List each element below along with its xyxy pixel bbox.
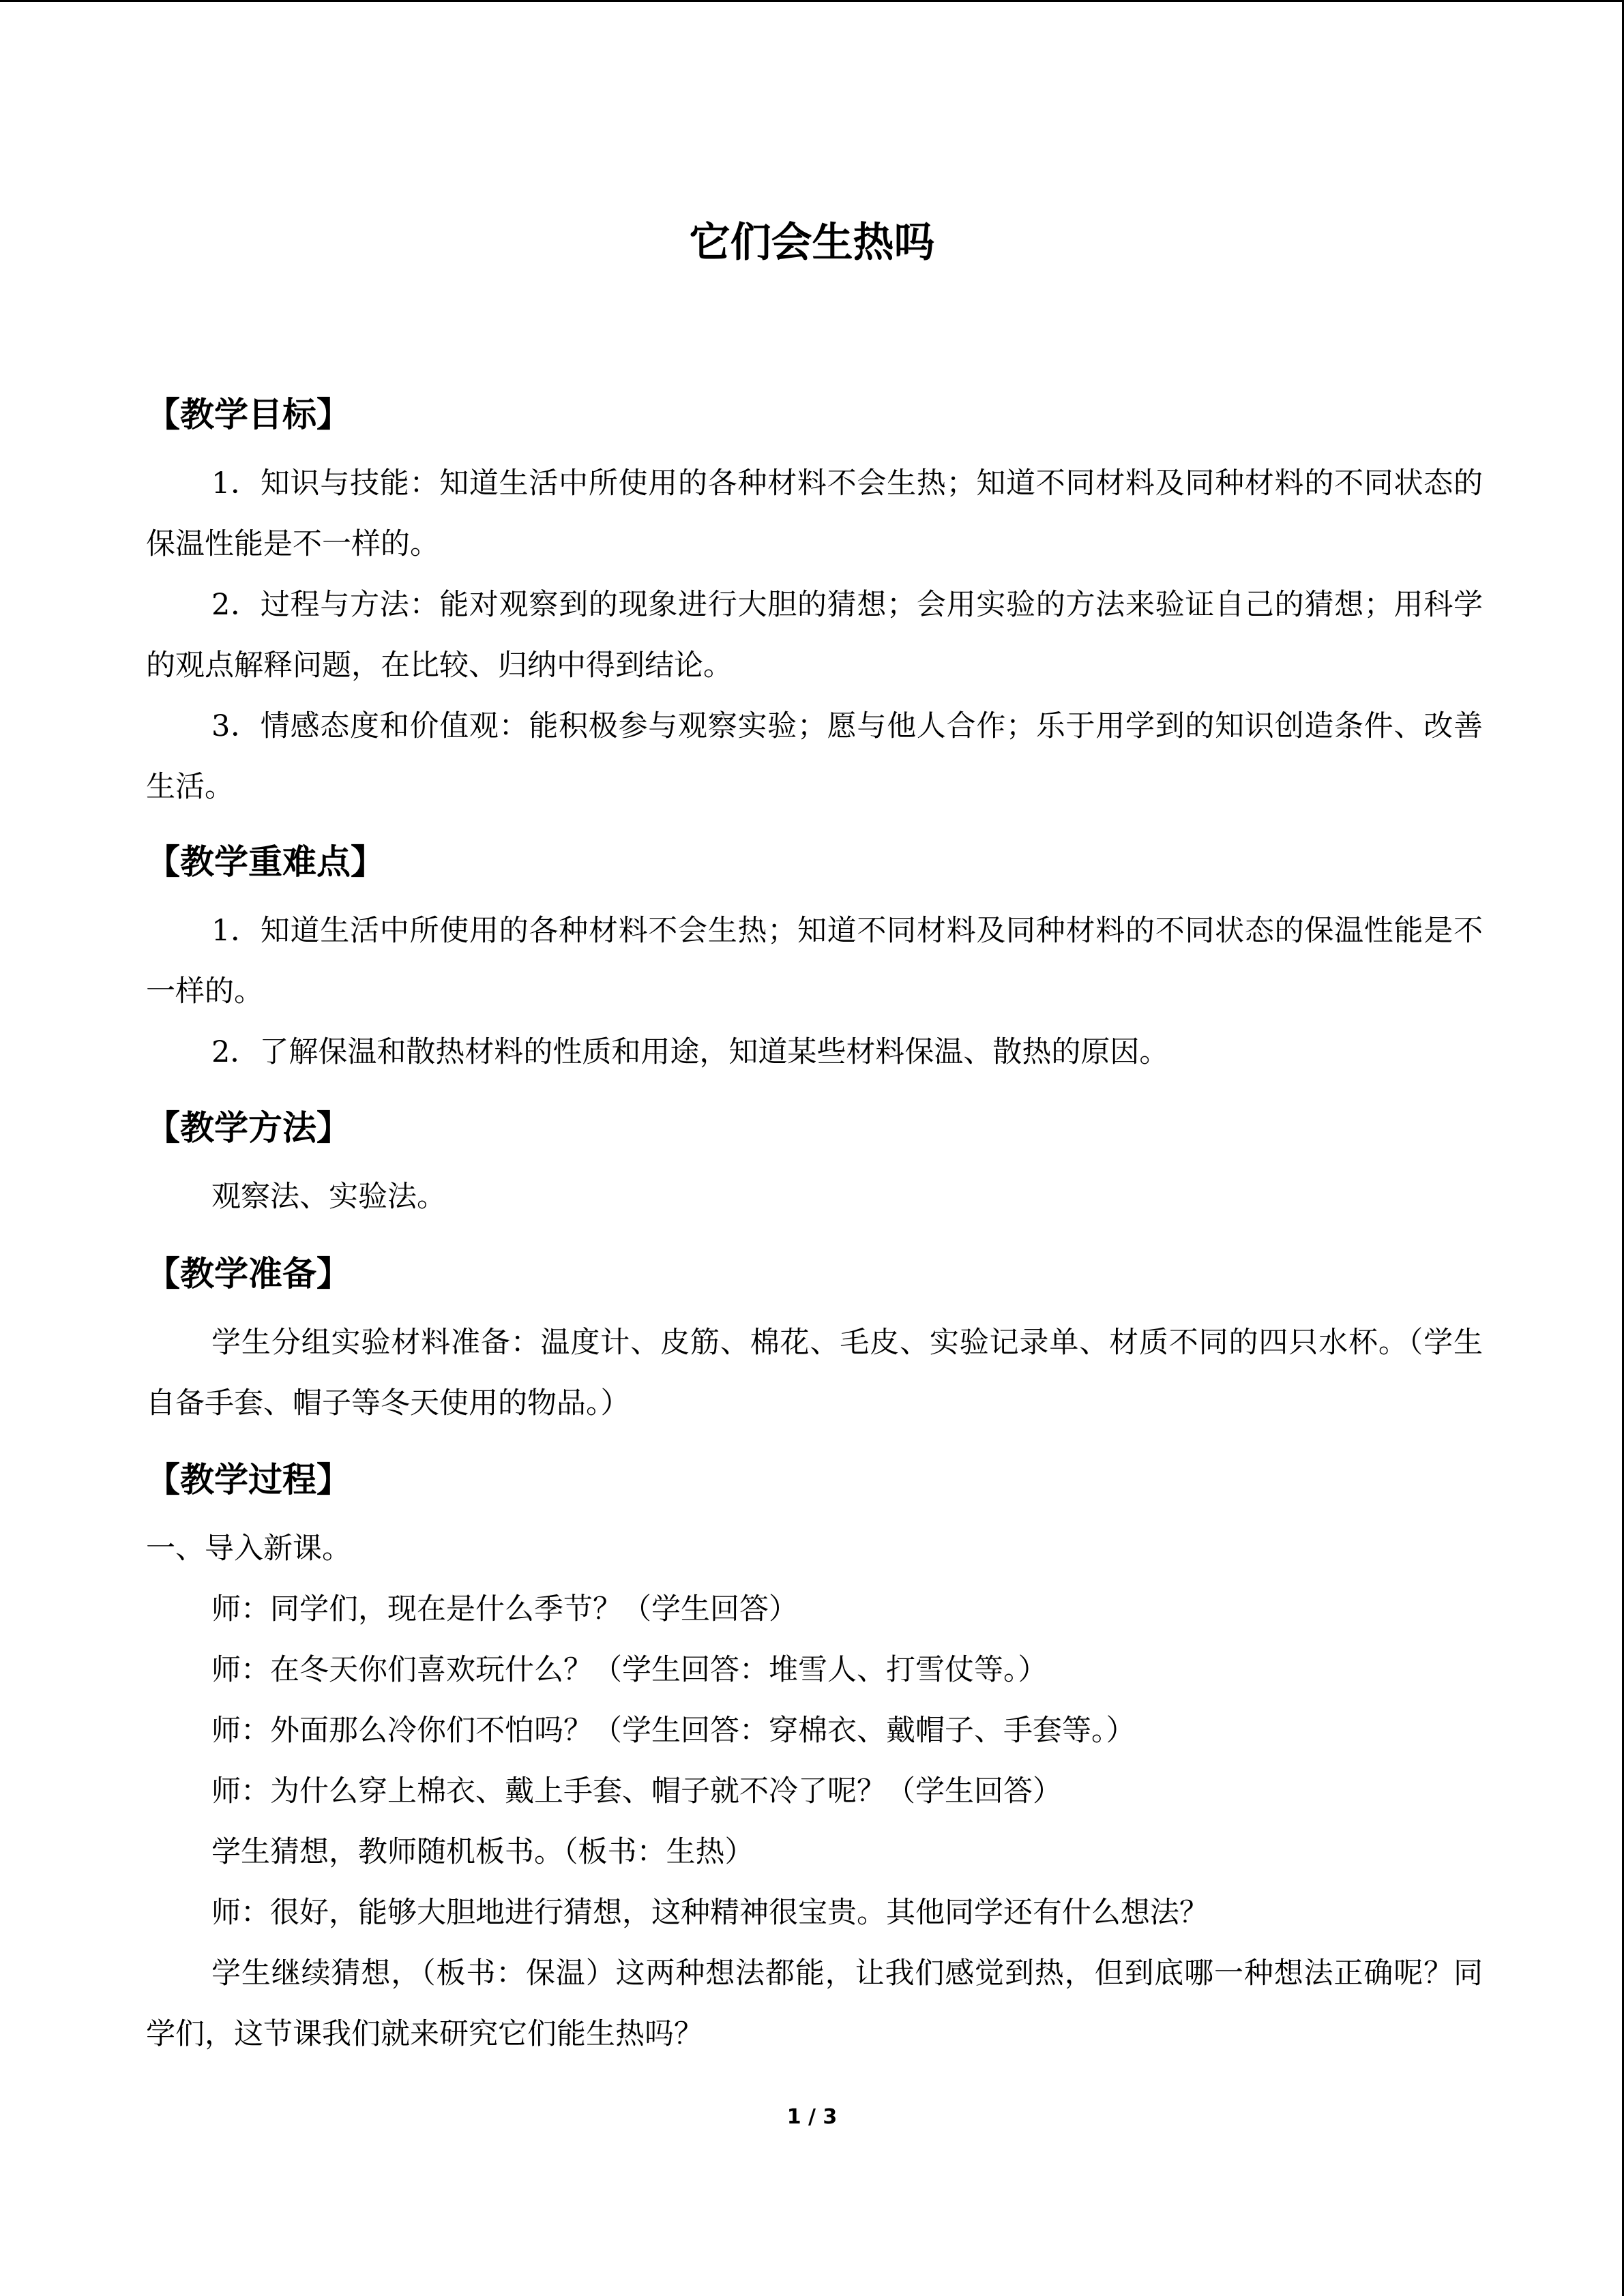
process-line: 师：很好，能够大胆地进行猜想，这种精神很宝贵。其他同学还有什么想法？	[211, 1896, 1209, 1930]
process-line: 师：同学们，现在是什么季节？（学生回答）	[211, 1592, 798, 1626]
process-line: 师：外面那么冷你们不怕吗？（学生回答：穿棉衣、戴帽子、手套等。）	[211, 1714, 1136, 1748]
process-line: 师：在冬天你们喜欢玩什么？（学生回答：堆雪人、打雪仗等。）	[211, 1653, 1048, 1687]
key-point-item: 2．了解保温和散热材料的性质和用途，知道某些材料保温、散热的原因。	[211, 1035, 1169, 1069]
section-methods	[146, 1104, 1483, 1227]
methods-text: 观察法、实验法。	[211, 1180, 446, 1214]
process-line: 师：为什么穿上棉衣、戴上手套、帽子就不冷了呢？（学生回答）	[211, 1774, 1062, 1808]
section-heading-key-points: 【教学重难点】	[146, 842, 385, 882]
section-heading-process: 【教学过程】	[146, 1460, 351, 1500]
section-objectives	[146, 391, 1483, 818]
section-heading-preparation: 【教学准备】	[146, 1254, 351, 1294]
section-process	[146, 1456, 1483, 2065]
objective-item: 1．知识与技能：知道生活中所使用的各种材料不会生热；知道不同材料及同种材料的不同状态的保温性能是不一样的。	[146, 466, 1483, 561]
preparation-text: 学生分组实验材料准备：温度计、皮筋、棉花、毛皮、实验记录单、材质不同的四只水杯。（学生自备手套、帽子等冬天使用的物品。）	[146, 1326, 1483, 1420]
section-key-points	[146, 838, 1483, 1083]
section-heading-objectives: 【教学目标】	[146, 395, 351, 434]
objective-item: 3．情感态度和价值观：能积极参与观察实验；愿与他人合作；乐于用学到的知识创造条件、改善生活。	[146, 709, 1483, 804]
section-preparation	[146, 1250, 1483, 1434]
key-point-item: 1．知道生活中所使用的各种材料不会生热；知道不同材料及同种材料的不同状态的保温性能是不一样的。	[146, 914, 1483, 1009]
process-line: 学生继续猜想，（板书：保温）这两种想法都能，让我们感觉到热，但到底哪一种想法正确呢？同学们，这节课我们就来研究它们能生热吗？	[146, 1956, 1483, 2051]
process-line: 学生猜想，教师随机板书。（板书：生热）	[211, 1835, 754, 1869]
document-title: 它们会生热吗	[689, 219, 935, 267]
section-heading-methods: 【教学方法】	[146, 1108, 351, 1148]
process-subheading: 一、导入新课。	[146, 1532, 351, 1566]
objective-item: 2．过程与方法：能对观察到的现象进行大胆的猜想；会用实验的方法来验证自己的猜想；用科学的观点解释问题，在比较、归纳中得到结论。	[146, 588, 1483, 683]
page-number: 1 / 3	[786, 2105, 838, 2129]
